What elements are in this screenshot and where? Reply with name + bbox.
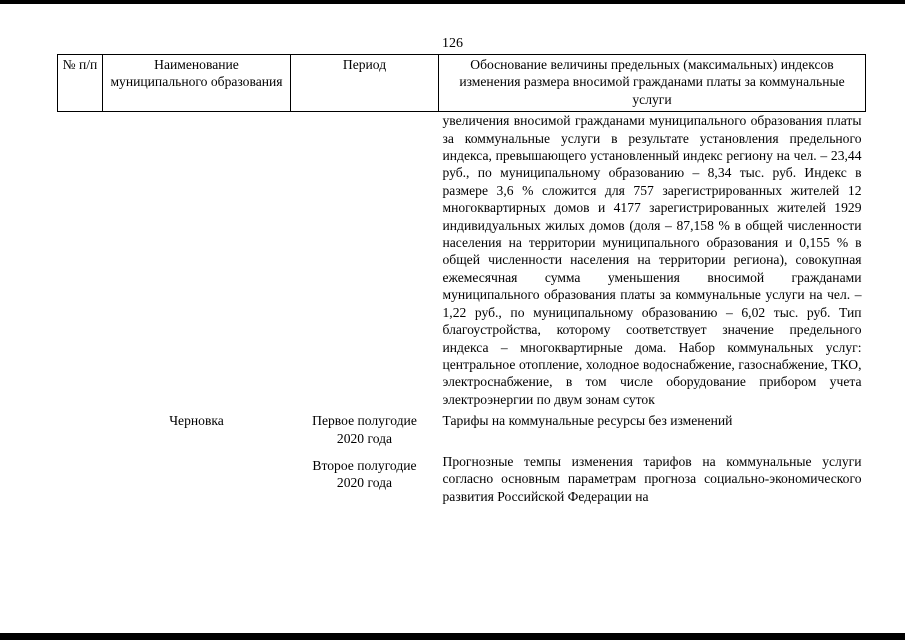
header-municipality: Наименование муниципального образования <box>103 55 291 112</box>
period-cell: Первое полугодие 2020 года <box>312 413 417 446</box>
justification-cell: Тарифы на коммунальные ресурсы без изменений <box>442 413 733 429</box>
scan-bottom-edge <box>0 633 905 640</box>
continuation-justification: увеличения вносимой гражданами муниципального образования платы за коммунальные услуги в результате установления предельного индекса, превышающего установленный индекс региону на чел. – 23,44 руб., по муниципальному образованию – 8,34 тыс. руб. Индекс в размере 3,6 % сложится для 757 зарегистрированных жителей 12 многоквартирных домов и 4177 зарегистрированных жителей 1929 индивидуальных жилых домов (доля – 87,158 % в общей численности населения на территории муниципального образования и 0,155 % в общей численности населения на территории региона), совокупная ежемесячная сумма уменьшения вносимой гражданами муниципального образования платы за коммунальные услуги на чел. – 1,22 руб., по муниципальному образованию – 6,02 тыс. руб. Тип благоустройства, которому соответствует значение предельного индекса – многоквартирные дома. Набор коммунальных услуг: центральное отопление, холодное водоснабжение, газоснабжение, ТКО, электроснабжение, в том числе оборудование прибором учета электроэнергии по двум зонам суток <box>442 113 862 407</box>
table-row <box>58 112 866 408</box>
scan-top-edge <box>0 0 905 4</box>
page-number: 126 <box>442 36 463 51</box>
table-header-row <box>58 55 866 112</box>
header-justification: Обоснование величины предельных (максимальных) индексов изменения размера вносимой гражданами платы за коммунальные услуги <box>439 55 866 112</box>
header-number: № п/п <box>58 55 103 112</box>
municipality-name: Черновка <box>169 413 224 429</box>
table-row <box>58 408 866 447</box>
justification-cell: Прогнозные темпы изменения тарифов на коммунальные услуги согласно основным параметрам прогноза социально-экономического развития Российской Федерации на <box>442 453 862 504</box>
header-period: Период <box>291 55 439 112</box>
period-cell: Второе полугодие 2020 года <box>312 457 417 491</box>
regulation-table <box>57 54 866 505</box>
